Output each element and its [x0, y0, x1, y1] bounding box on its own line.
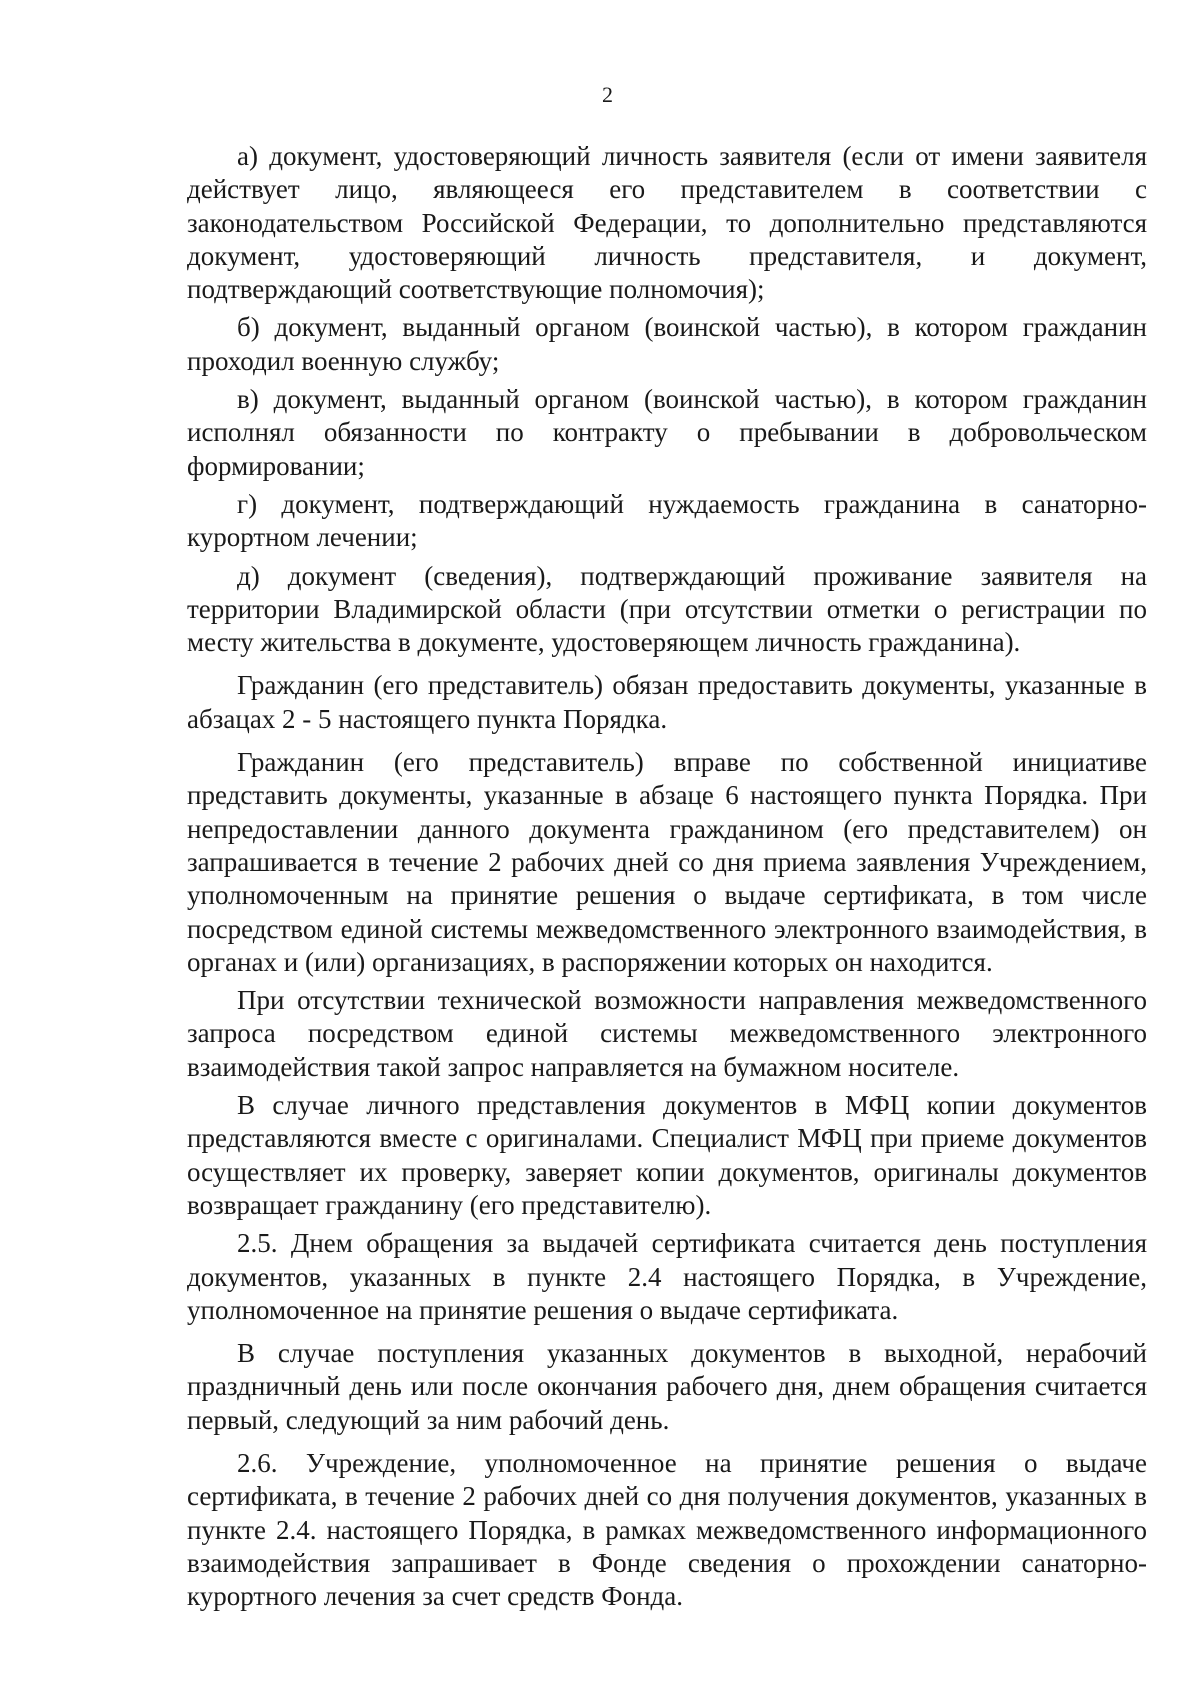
paragraph-obligation: Гражданин (его представитель) обязан предоставить документы, указанные в абзацах 2 - 5 настоящего пункта Порядка. — [187, 670, 1147, 734]
page-number: 2 — [602, 82, 613, 107]
paragraph-item-b: б) документ, выданный органом (воинской частью), в котором гражданин проходил военную службу; — [187, 312, 1147, 376]
document-body — [187, 140, 1147, 1613]
paragraph-holiday: В случае поступления указанных документов в выходной, нерабочий праздничный день или после окончания рабочего дня, днем обращения считается первый, следующий за ним рабочий день. — [187, 1338, 1147, 1435]
paragraph-paper-request: При отсутствии технической возможности направления межведомственного запроса посредством единой системы межведомственного электронного взаимодействия такой запрос направляется на бумажном носителе. — [187, 985, 1147, 1082]
paragraph-initiative: Гражданин (его представитель) вправе по собственной инициативе представить документы, указанные в абзаце 6 настоящего пункта Порядка. При непредоставлении данного документа гражданином (его представителем) он запрашивается в течение 2 рабочих дней со дня приема заявления Учреждением, уполномоченным на принятие решения о выдаче сертификата, в том числе посредством единой системы межведомственного электронного взаимодействия, в органах и (или) организациях, в распоряжении которых он находится. — [187, 747, 1147, 977]
paragraph-item-v: в) документ, выданный органом (воинской частью), в котором гражданин исполнял обязанности по контракту о пребывании в добровольческом формировании; — [187, 384, 1147, 481]
paragraph-item-g: г) документ, подтверждающий нуждаемость гражданина в санаторно-курортном лечении; — [187, 488, 1147, 553]
paragraph-2-6: 2.6. Учреждение, уполномоченное на принятие решения о выдаче сертификата, в течение 2 рабочих дней со дня получения документов, указанных в пункте 2.4. настоящего Порядка, в рамках межведомственного информационного взаимодействия запрашивает в Фонде сведения о прохождении санаторно-курортного лечения за счет средств Фонда. — [187, 1447, 1147, 1612]
paragraph-item-d: д) документ (сведения), подтверждающий проживание заявителя на территории Владимирской области (при отсутствии отметки о регистрации по месту жительства в документе, удостоверяющем личность гражданина). — [187, 560, 1147, 658]
paragraph-mfc: В случае личного представления документов в МФЦ копии документов представляются вместе с оригиналами. Специалист МФЦ при приеме документов осуществляет их проверку, заверяет копии документов, оригиналы документов возвращает гражданину (его представителю). — [187, 1090, 1147, 1220]
paragraph-item-a: а) документ, удостоверяющий личность заявителя (если от имени заявителя действует лицо, являющееся его представителем в соответствии с законодательством Российской Федерации, то дополнительно представляются документ, удостоверяющий личность представителя, и документ, подтверждающий соответствующие полномочия); — [187, 141, 1147, 305]
paragraph-2-5: 2.5. Днем обращения за выдачей сертификата считается день поступления документов, указанных в пункте 2.4 настоящего Порядка, в Учреждение, уполномоченное на принятие решения о выдаче сертификата. — [187, 1228, 1147, 1325]
